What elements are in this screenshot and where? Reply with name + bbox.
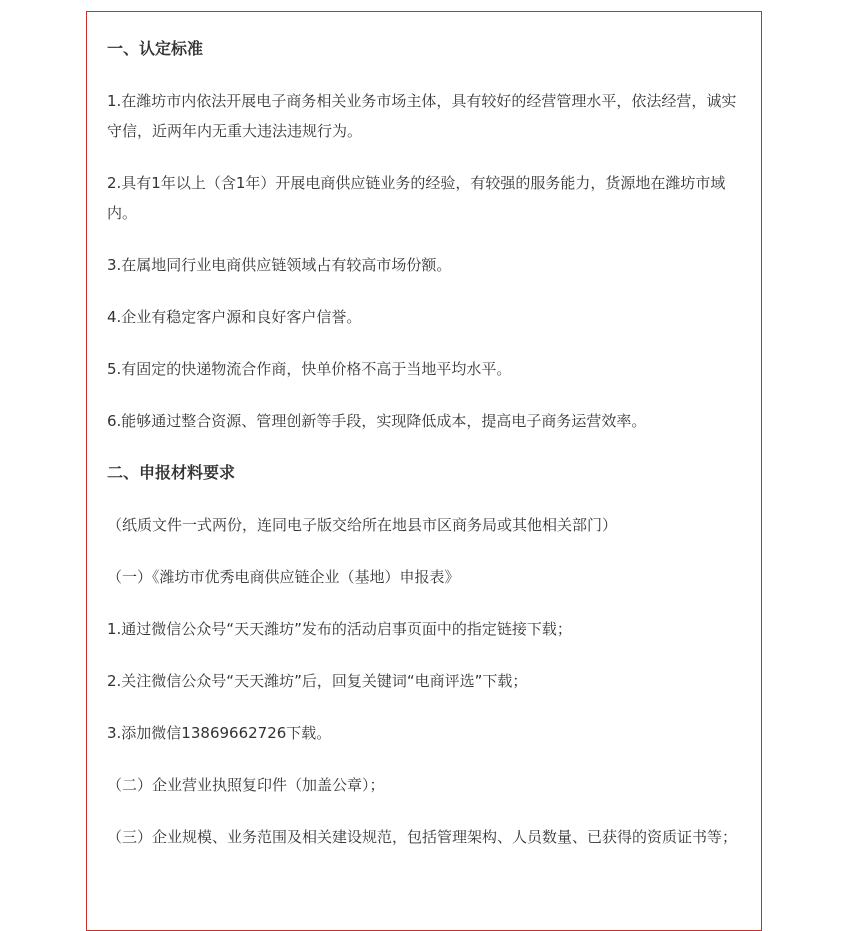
criteria-item-4: 4.企业有稳定客户源和良好客户信誉。 [107, 308, 362, 326]
materials-sub-1: （一）《潍坊市优秀电商供应链企业（基地）申报表》 [107, 568, 460, 586]
download-method-2: 2.关注微信公众号“天天潍坊”后，回复关键词“电商评选”下载； [107, 672, 528, 690]
download-method-1: 1.通过微信公众号“天天潍坊”发布的活动启事页面中的指定链接下载； [107, 620, 572, 638]
download-method-3: 3.添加微信13869662726下载。 [107, 724, 332, 742]
materials-sub-2: （二）企业营业执照复印件（加盖公章）； [107, 776, 385, 794]
materials-note: （纸质文件一式两份，连同电子版交给所在地县市区商务局或其他相关部门） [107, 516, 618, 534]
criteria-item-6: 6.能够通过整合资源、管理创新等手段，实现降低成本，提高电子商务运营效率。 [107, 412, 647, 430]
criteria-item-3: 3.在属地同行业电商供应链领域占有较高市场份额。 [107, 256, 452, 274]
article-panel [86, 11, 762, 931]
criteria-item-1: 1.在潍坊市内依法开展电子商务相关业务市场主体，具有较好的经营管理水平，依法经营，诚实守信，近两年内无重大违法违规行为。 [107, 92, 737, 140]
section-heading-criteria: 一、认定标准 [107, 39, 204, 58]
section-heading-materials: 二、申报材料要求 [107, 463, 236, 482]
article-content [107, 34, 747, 852]
criteria-item-5: 5.有固定的快递物流合作商，快单价格不高于当地平均水平。 [107, 360, 512, 378]
materials-sub-3: （三）企业规模、业务范围及相关建设规范，包括管理架构、人员数量、已获得的资质证书等； [107, 828, 738, 846]
criteria-item-2: 2.具有1年以上（含1年）开展电商供应链业务的经验，有较强的服务能力，货源地在潍坊市域内。 [107, 174, 726, 222]
